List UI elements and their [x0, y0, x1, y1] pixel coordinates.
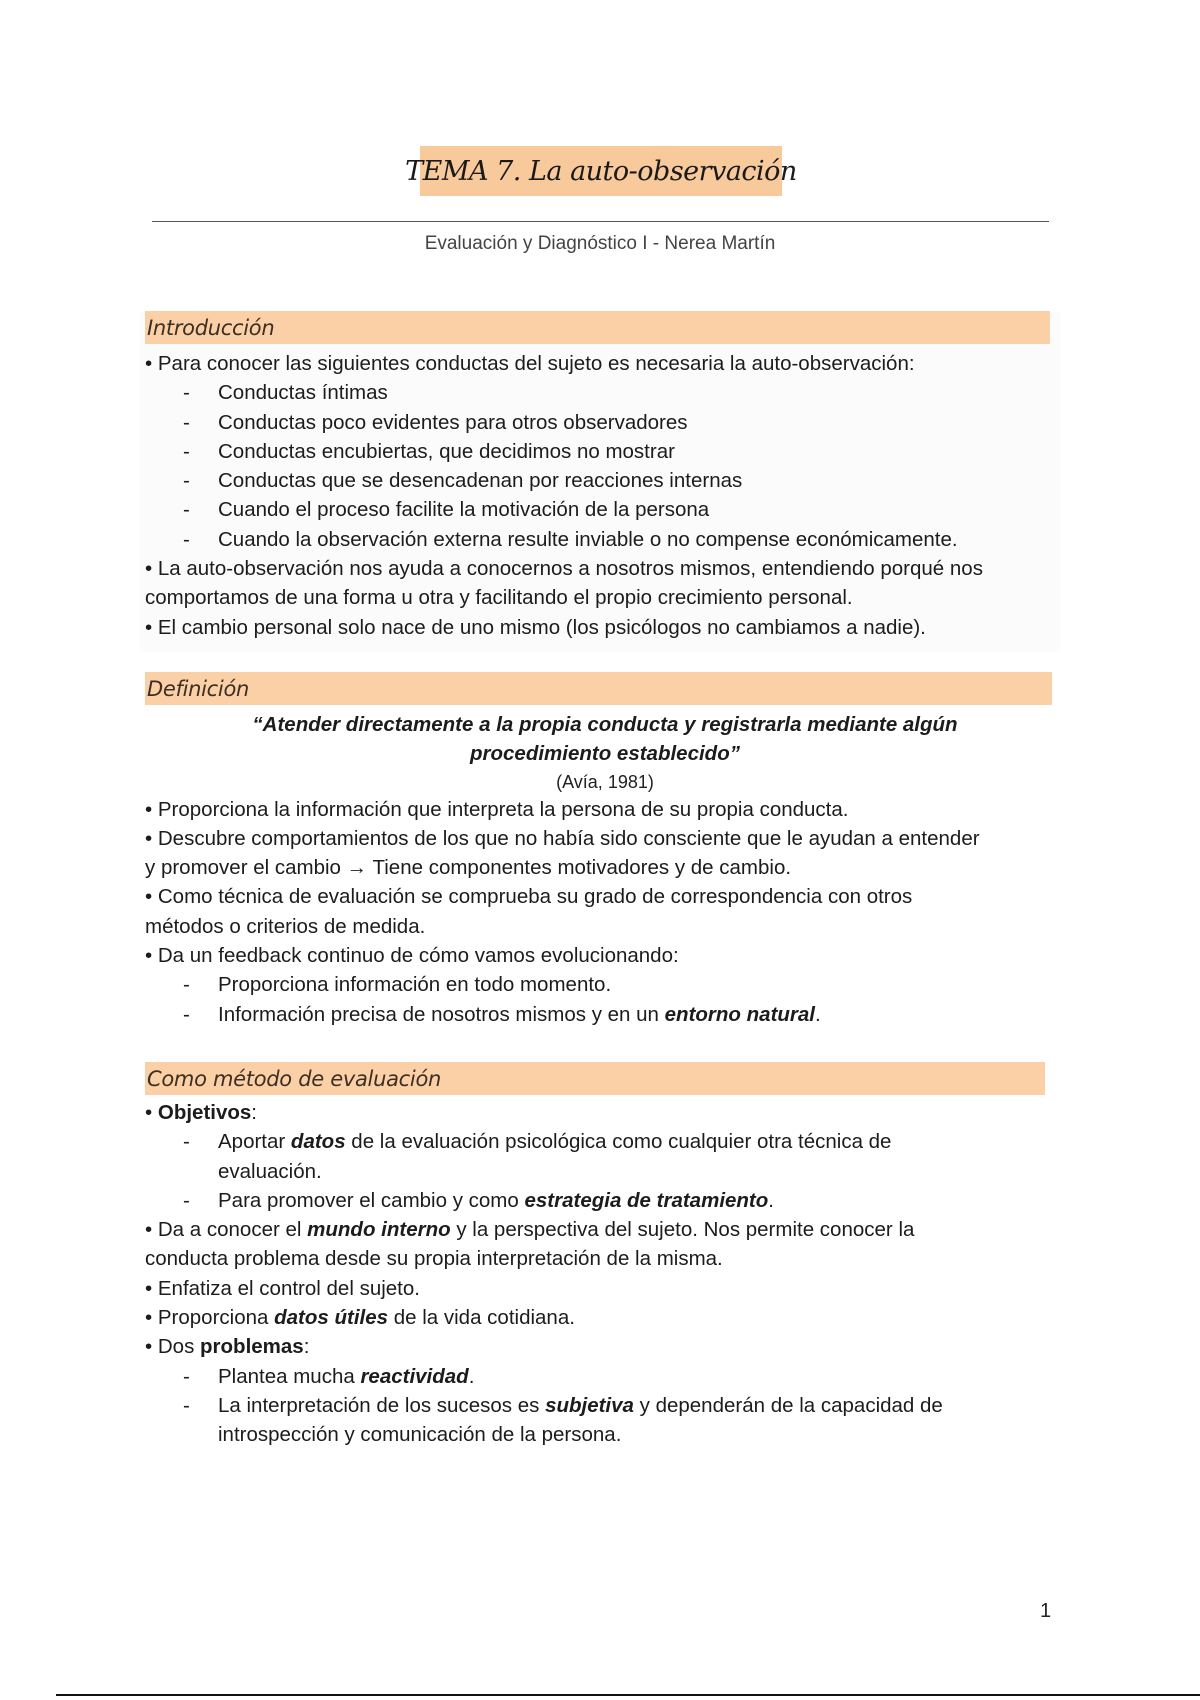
- page-bottom-divider: [56, 1694, 1200, 1696]
- definition-bullet-4: • Da un feedback continuo de cómo vamos evolucionando:: [145, 944, 679, 968]
- definition-bullet-3: • Como técnica de evaluación se comprueba su grado de correspondencia con otros: [145, 885, 913, 909]
- definition-bullet-3-cont: métodos o criterios de medida.: [145, 914, 426, 938]
- intro-list-item: - Cuando el proceso facilite la motivación de la persona: [183, 498, 710, 522]
- intro-list-item: - Conductas encubiertas, que decidimos no mostrar: [183, 439, 675, 463]
- title-highlight: [405, 146, 797, 196]
- definition-heading: Definición: [147, 676, 250, 701]
- intro-body: [145, 349, 1065, 642]
- definition-citation: (Avía, 1981): [556, 771, 654, 792]
- method-bullet-4: • Proporciona datos útiles de la vida cotidiana.: [145, 1306, 575, 1330]
- method-bullet-2-cont: conducta problema desde su propia interpretación de la misma.: [145, 1247, 723, 1271]
- intro-list-item: - Conductas íntimas: [183, 381, 388, 405]
- intro-bullet-2-cont: comportamos de una forma u otra y facilitando el propio crecimiento personal.: [145, 586, 853, 610]
- method-problem-2-cont: introspección y comunicación de la persona.: [218, 1423, 622, 1447]
- page-number: 1: [1040, 1600, 1052, 1622]
- definition-bullet-2: • Descubre comportamientos de los que no había sido consciente que le ayudan a entender: [145, 826, 980, 850]
- method-heading: Como método de evaluación: [147, 1066, 441, 1091]
- intro-list-item: - Conductas que se desencadenan por reacciones internas: [183, 469, 743, 493]
- method-objective-1: - Aportar datos de la evaluación psicológica como cualquier otra técnica de: [183, 1130, 892, 1154]
- intro-list-item: - Cuando la observación externa resulte inviable o no compense económicamente.: [183, 527, 958, 551]
- definition-bullet-1: • Proporciona la información que interpreta la persona de su propia conducta.: [145, 797, 849, 821]
- method-problem-2: - La interpretación de los sucesos es subjetiva y dependerán de la capacidad de: [183, 1393, 943, 1417]
- intro-heading-bar: [145, 311, 1050, 344]
- title-divider: [152, 221, 1049, 222]
- definition-quote-line-2: procedimiento establecido”: [470, 742, 740, 766]
- intro-list-item: - Conductas poco evidentes para otros observadores: [183, 410, 688, 434]
- definition-heading-bar: [145, 672, 1052, 705]
- intro-bullet-1: • Para conocer las siguientes conductas del sujeto es necesaria la auto-observación:: [145, 352, 915, 375]
- intro-bullet-3: • El cambio personal solo nace de uno mismo (los psicólogos no cambiamos a nadie).: [145, 615, 926, 639]
- intro-bullet-2: • La auto-observación nos ayuda a conocernos a nosotros mismos, entendiendo porqué nos: [145, 557, 983, 581]
- method-objectives: • Objetivos:: [145, 1101, 257, 1124]
- method-objective-1-cont: evaluación.: [218, 1159, 322, 1183]
- method-body: [145, 1098, 1065, 1450]
- definition-body: [145, 710, 1065, 1029]
- definition-sub-item-2: - Información precisa de nosotros mismos y en un entorno natural.: [183, 1002, 821, 1026]
- definition-sub-item-1: - Proporciona información en todo momento.: [183, 973, 612, 997]
- method-bullet-2: • Da a conocer el mundo interno y la perspectiva del sujeto. Nos permite conocer la: [145, 1218, 915, 1242]
- method-heading-bar: [145, 1062, 1045, 1095]
- method-bullet-5: • Dos problemas:: [145, 1335, 310, 1359]
- method-bullet-3: • Enfatiza el control del sujeto.: [145, 1276, 420, 1300]
- method-objective-2: - Para promover el cambio y como estrategia de tratamiento.: [183, 1188, 774, 1212]
- intro-heading: Introducción: [147, 315, 275, 340]
- document-title: TEMA 7. La auto-observación: [405, 155, 797, 187]
- method-problem-1: - Plantea mucha reactividad.: [183, 1364, 475, 1388]
- definition-quote-line-1: “Atender directamente a la propia conducta y registrarla mediante algún: [252, 713, 958, 736]
- document-subtitle: Evaluación y Diagnóstico I - Nerea Martín: [424, 233, 776, 254]
- definition-bullet-2-cont: y promover el cambio → Tiene componentes motivadores y de cambio.: [145, 856, 792, 880]
